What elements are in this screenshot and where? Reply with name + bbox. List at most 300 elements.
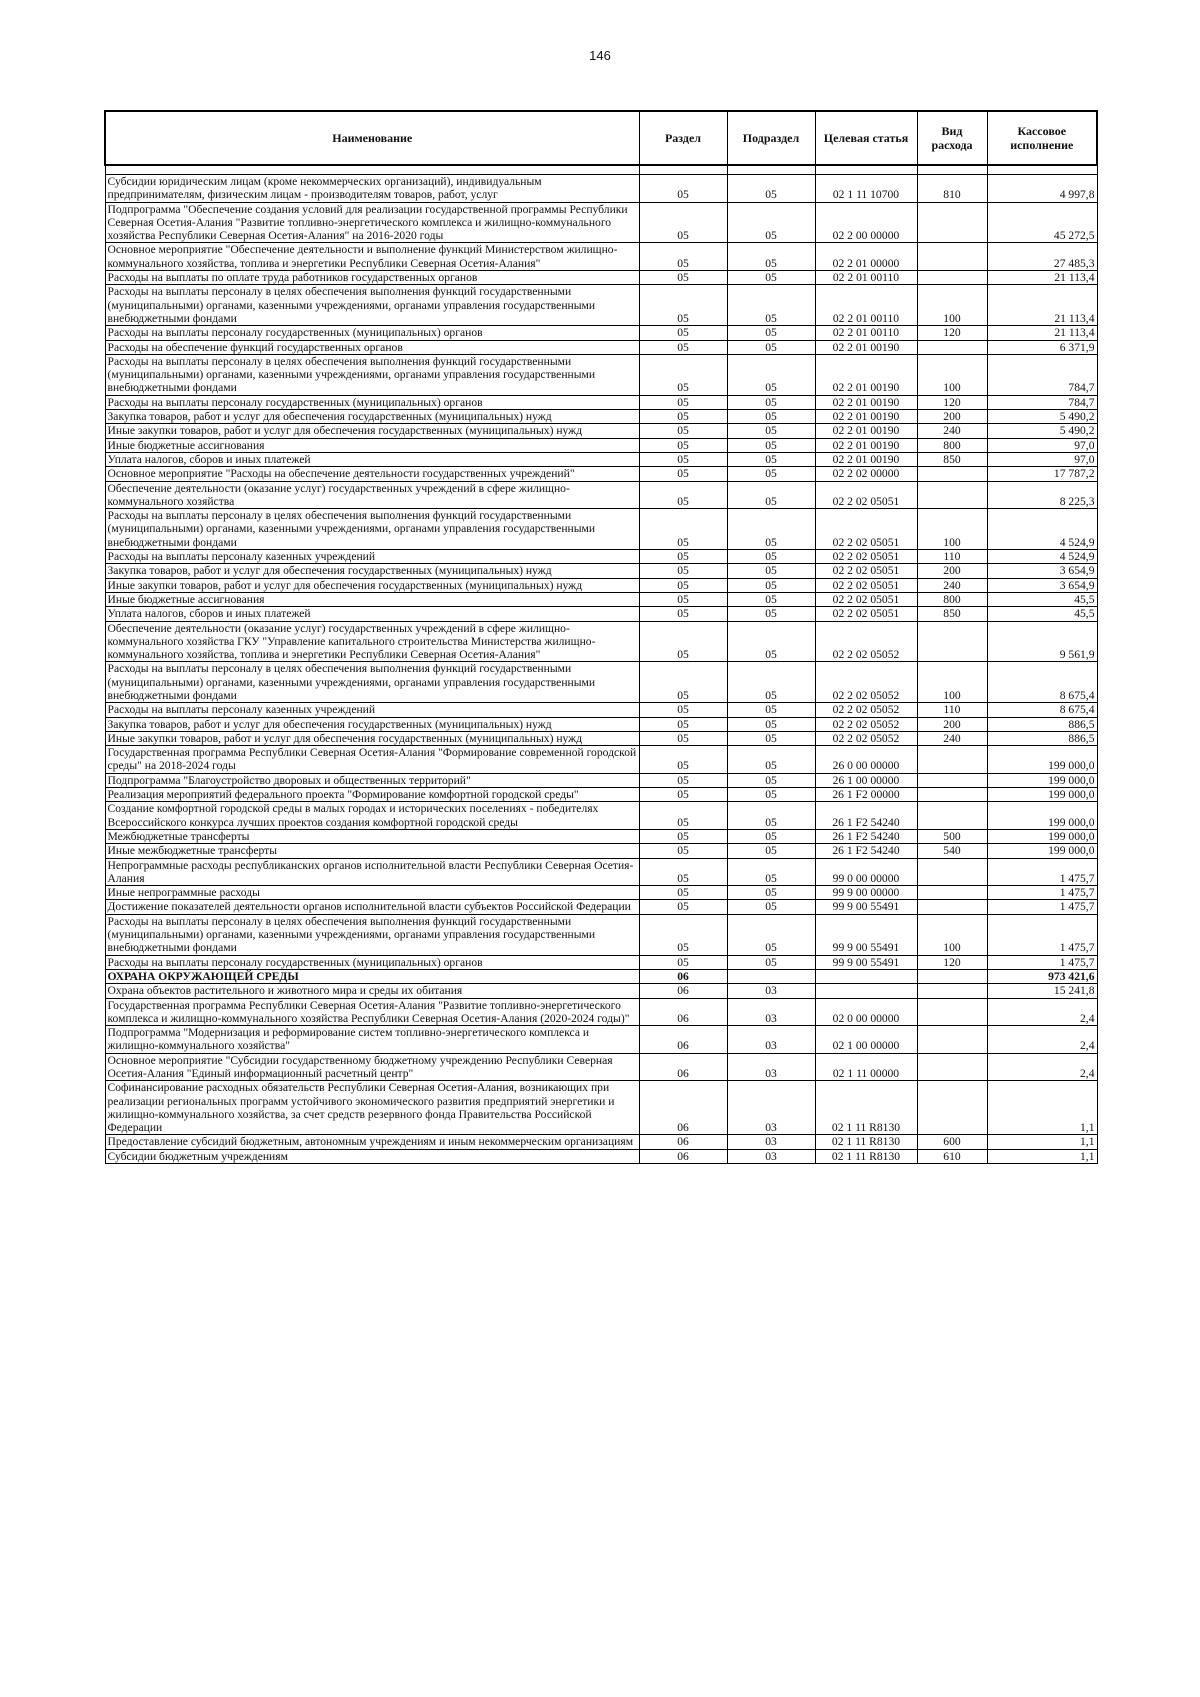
cell-cash-execution: 199 000,0 [987, 802, 1097, 830]
cell-cash-execution: 4 524,9 [987, 550, 1097, 564]
cell-name: Расходы на выплаты персоналу казенных учреждений [105, 703, 639, 717]
cell-subsection: 05 [727, 955, 815, 969]
cell-target-article: 02 2 01 00190 [815, 340, 917, 354]
cell-name: Достижение показателей деятельности органов исполнительной власти субъектов Российской Федерации [105, 900, 639, 914]
cell-subsection: 05 [727, 467, 815, 481]
table-row [105, 1053, 1097, 1081]
table-row [105, 410, 1097, 424]
cell-cash-execution: 1 475,7 [987, 886, 1097, 900]
cell-target-article: 26 1 F2 54240 [815, 829, 917, 843]
cell-subsection: 05 [727, 802, 815, 830]
cell-cash-execution: 784,7 [987, 395, 1097, 409]
cell-cash-execution: 784,7 [987, 354, 1097, 395]
cell-subsection: 03 [727, 984, 815, 998]
cell-cash-execution: 3 654,9 [987, 578, 1097, 592]
cell-target-article: 02 2 01 00110 [815, 285, 917, 326]
table-row [105, 773, 1097, 787]
cell-name: Основное мероприятие "Субсидии государственному бюджетному учреждению Республики Северная Осетия-Алания "Единый информационный расчетный центр" [105, 1053, 639, 1081]
cell-expense-type [917, 1053, 987, 1081]
cell-subsection: 05 [727, 886, 815, 900]
cell-subsection: 05 [727, 788, 815, 802]
cell-expense-type [917, 467, 987, 481]
cell-target-article: 02 2 01 00190 [815, 424, 917, 438]
cell-target-article: 99 9 00 55491 [815, 955, 917, 969]
cell-subsection: 05 [727, 717, 815, 731]
table-row [105, 481, 1097, 509]
cell-expense-type: 850 [917, 452, 987, 466]
cell-cash-execution: 199 000,0 [987, 788, 1097, 802]
spacer-cell [815, 165, 917, 175]
cell-name: Иные закупки товаров, работ и услуг для обеспечения государственных (муниципальных) нужд [105, 424, 639, 438]
cell-expense-type: 120 [917, 395, 987, 409]
cell-name: Реализация мероприятий федерального проекта "Формирование комфортной городской среды" [105, 788, 639, 802]
cell-subsection: 05 [727, 481, 815, 509]
cell-subsection: 05 [727, 607, 815, 621]
cell-subsection: 05 [727, 438, 815, 452]
cell-subsection: 05 [727, 844, 815, 858]
cell-target-article: 02 2 02 05051 [815, 481, 917, 509]
cell-name: Государственная программа Республики Северная Осетия-Алания "Развитие топливно-энергетического комплекса и жилищно-коммунального хозяйства Республики Северная Осетия-Алания (2020-2024 годы)" [105, 998, 639, 1026]
cell-expense-type [917, 481, 987, 509]
cell-expense-type: 200 [917, 410, 987, 424]
table-row [105, 858, 1097, 886]
cell-section: 05 [639, 773, 727, 787]
cell-cash-execution: 1 475,7 [987, 955, 1097, 969]
cell-subsection: 05 [727, 773, 815, 787]
cell-name: Расходы на выплаты персоналу государственных (муниципальных) органов [105, 955, 639, 969]
table-row [105, 175, 1097, 203]
cell-expense-type: 800 [917, 592, 987, 606]
table-row [105, 900, 1097, 914]
cell-subsection: 05 [727, 452, 815, 466]
header-cash-execution: Кассовое исполнение [987, 111, 1097, 165]
table-row [105, 844, 1097, 858]
cell-expense-type [917, 340, 987, 354]
cell-expense-type: 850 [917, 607, 987, 621]
cell-section: 06 [639, 1081, 727, 1135]
cell-section: 05 [639, 285, 727, 326]
cell-name: Непрограммные расходы республиканских органов исполнительной власти Республики Северная Осетия-Алания [105, 858, 639, 886]
cell-section: 05 [639, 717, 727, 731]
cell-target-article: 02 2 02 05051 [815, 564, 917, 578]
cell-cash-execution: 17 787,2 [987, 467, 1097, 481]
cell-expense-type [917, 1026, 987, 1054]
cell-target-article: 02 1 11 10700 [815, 175, 917, 203]
cell-cash-execution: 5 490,2 [987, 424, 1097, 438]
cell-subsection: 03 [727, 1149, 815, 1163]
cell-section: 05 [639, 746, 727, 774]
table-row [105, 788, 1097, 802]
cell-cash-execution: 8 675,4 [987, 662, 1097, 703]
cell-section: 05 [639, 467, 727, 481]
cell-target-article: 02 2 01 00190 [815, 438, 917, 452]
cell-section: 05 [639, 340, 727, 354]
cell-expense-type [917, 984, 987, 998]
cell-name: Создание комфортной городской среды в малых городах и исторических поселениях - победителях Всероссийского конкурса лучших проектов создания комфортной городской среды [105, 802, 639, 830]
cell-target-article: 99 0 00 00000 [815, 858, 917, 886]
cell-cash-execution: 45,5 [987, 592, 1097, 606]
cell-name: Расходы на выплаты по оплате труда работников государственных органов [105, 271, 639, 285]
table-row [105, 509, 1097, 550]
cell-cash-execution: 97,0 [987, 438, 1097, 452]
cell-section: 05 [639, 271, 727, 285]
cell-expense-type: 110 [917, 703, 987, 717]
cell-target-article: 02 1 11 00000 [815, 1053, 917, 1081]
cell-cash-execution: 4 997,8 [987, 175, 1097, 203]
cell-name: Закупка товаров, работ и услуг для обеспечения государственных (муниципальных) нужд [105, 410, 639, 424]
cell-name: Иные бюджетные ассигнования [105, 438, 639, 452]
cell-subsection: 05 [727, 731, 815, 745]
cell-cash-execution: 97,0 [987, 452, 1097, 466]
cell-cash-execution: 973 421,6 [987, 969, 1097, 983]
table-row [105, 969, 1097, 983]
cell-target-article: 02 2 02 05051 [815, 509, 917, 550]
header-subsection: Подраздел [727, 111, 815, 165]
cell-section: 05 [639, 788, 727, 802]
header-target-article: Целевая статья [815, 111, 917, 165]
table-row [105, 578, 1097, 592]
table-row [105, 243, 1097, 271]
table-row [105, 452, 1097, 466]
cell-section: 05 [639, 452, 727, 466]
cell-cash-execution: 21 113,4 [987, 285, 1097, 326]
cell-target-article: 02 2 02 05052 [815, 662, 917, 703]
cell-cash-execution: 886,5 [987, 717, 1097, 731]
cell-expense-type: 100 [917, 354, 987, 395]
cell-name: Субсидии юридическим лицам (кроме некоммерческих организаций), индивидуальным предпринимателям, физическим лицам - производителям товаров, работ, услуг [105, 175, 639, 203]
header-expense-type: Вид расхода [917, 111, 987, 165]
cell-name: Обеспечение деятельности (оказание услуг) государственных учреждений в сфере жилищно-коммунального хозяйства ГКУ "Управление капитального строительства Министерства жилищно-коммунального хозяйства, топлива и энергетики Республики Северная Осетия-Алания" [105, 621, 639, 662]
cell-name: Подпрограмма "Благоустройство дворовых и общественных территорий" [105, 773, 639, 787]
table-row [105, 564, 1097, 578]
table-row [105, 354, 1097, 395]
cell-section: 06 [639, 969, 727, 983]
cell-section: 06 [639, 984, 727, 998]
cell-name: Подпрограмма "Обеспечение создания условий для реализации государственной программы Республики Северная Осетия-Алания "Развитие топливно-энергетического комплекса и жилищно-коммунального хозяйства Республики Северная Осетия-Алания" на 2016-2020 годы [105, 202, 639, 243]
cell-name: Обеспечение деятельности (оказание услуг) государственных учреждений в сфере жилищно-коммунального хозяйства [105, 481, 639, 509]
cell-target-article: 26 0 00 00000 [815, 746, 917, 774]
cell-target-article: 02 2 02 05051 [815, 578, 917, 592]
cell-target-article: 26 1 F2 54240 [815, 844, 917, 858]
cell-cash-execution: 21 113,4 [987, 271, 1097, 285]
cell-expense-type: 120 [917, 326, 987, 340]
cell-name: Охрана объектов растительного и животного мира и среды их обитания [105, 984, 639, 998]
spacer-cell [987, 165, 1097, 175]
cell-section: 06 [639, 1053, 727, 1081]
cell-expense-type: 240 [917, 731, 987, 745]
cell-section: 05 [639, 886, 727, 900]
cell-target-article: 02 2 02 05052 [815, 621, 917, 662]
cell-name: Основное мероприятие "Расходы на обеспечение деятельности государственных учреждений" [105, 467, 639, 481]
cell-target-article: 26 1 F2 00000 [815, 788, 917, 802]
cell-name: Основное мероприятие "Обеспечение деятельности и выполнение функций Министерством жилищно-коммунального хозяйства, топлива и энергетики Республики Северная Осетия-Алания" [105, 243, 639, 271]
cell-section: 05 [639, 900, 727, 914]
table-row [105, 607, 1097, 621]
table-row [105, 550, 1097, 564]
page-number: 146 [589, 48, 611, 63]
cell-expense-type [917, 243, 987, 271]
cell-cash-execution: 2,4 [987, 1053, 1097, 1081]
spacer-cell [639, 165, 727, 175]
cell-cash-execution: 1,1 [987, 1135, 1097, 1149]
cell-name: Межбюджетные трансферты [105, 829, 639, 843]
cell-subsection: 03 [727, 1135, 815, 1149]
cell-name: Уплата налогов, сборов и иных платежей [105, 452, 639, 466]
cell-section: 05 [639, 621, 727, 662]
cell-subsection: 05 [727, 271, 815, 285]
table-row [105, 1026, 1097, 1054]
table-row [105, 886, 1097, 900]
cell-subsection: 03 [727, 1081, 815, 1135]
cell-section: 05 [639, 481, 727, 509]
cell-section: 06 [639, 1026, 727, 1054]
cell-subsection: 05 [727, 410, 815, 424]
cell-expense-type [917, 621, 987, 662]
cell-expense-type [917, 1081, 987, 1135]
table-row [105, 914, 1097, 955]
cell-section: 05 [639, 438, 727, 452]
cell-section: 05 [639, 662, 727, 703]
cell-cash-execution: 6 371,9 [987, 340, 1097, 354]
cell-cash-execution: 199 000,0 [987, 844, 1097, 858]
cell-expense-type: 110 [917, 550, 987, 564]
cell-subsection: 05 [727, 621, 815, 662]
cell-section: 05 [639, 829, 727, 843]
cell-name: Расходы на выплаты персоналу государственных (муниципальных) органов [105, 395, 639, 409]
cell-cash-execution: 1,1 [987, 1149, 1097, 1163]
cell-cash-execution: 4 524,9 [987, 509, 1097, 550]
cell-target-article: 02 2 01 00190 [815, 452, 917, 466]
table-row [105, 467, 1097, 481]
table-row [105, 340, 1097, 354]
cell-target-article [815, 984, 917, 998]
cell-section: 05 [639, 802, 727, 830]
cell-cash-execution: 199 000,0 [987, 829, 1097, 843]
cell-name: Иные бюджетные ассигнования [105, 592, 639, 606]
cell-target-article: 02 2 02 05052 [815, 717, 917, 731]
cell-cash-execution: 199 000,0 [987, 746, 1097, 774]
cell-expense-type: 100 [917, 285, 987, 326]
table-row [105, 731, 1097, 745]
cell-subsection: 05 [727, 858, 815, 886]
cell-target-article: 02 2 00 00000 [815, 202, 917, 243]
cell-name: Расходы на обеспечение функций государственных органов [105, 340, 639, 354]
cell-section: 05 [639, 955, 727, 969]
table-row [105, 802, 1097, 830]
cell-subsection: 05 [727, 829, 815, 843]
cell-expense-type [917, 969, 987, 983]
cell-name: Расходы на выплаты персоналу в целях обеспечения выполнения функций государственными (муниципальными) органами, казенными учреждениями, органами управления государственными внебюджетными фондами [105, 509, 639, 550]
cell-target-article: 99 9 00 00000 [815, 886, 917, 900]
cell-cash-execution: 1 475,7 [987, 900, 1097, 914]
table-row [105, 1135, 1097, 1149]
cell-expense-type [917, 858, 987, 886]
cell-subsection: 05 [727, 592, 815, 606]
cell-section: 05 [639, 550, 727, 564]
cell-target-article: 02 2 01 00110 [815, 326, 917, 340]
table-row [105, 1081, 1097, 1135]
cell-expense-type [917, 998, 987, 1026]
spacer-cell [105, 165, 639, 175]
cell-target-article: 02 2 02 05051 [815, 607, 917, 621]
cell-cash-execution: 21 113,4 [987, 326, 1097, 340]
cell-subsection: 05 [727, 285, 815, 326]
cell-target-article: 02 1 11 R8130 [815, 1149, 917, 1163]
cell-target-article: 02 2 01 00110 [815, 271, 917, 285]
cell-subsection: 03 [727, 1026, 815, 1054]
cell-target-article: 26 1 00 00000 [815, 773, 917, 787]
cell-name: Предоставление субсидий бюджетным, автономным учреждениям и иным некоммерческим организациям [105, 1135, 639, 1149]
cell-subsection: 05 [727, 703, 815, 717]
cell-subsection: 05 [727, 509, 815, 550]
cell-subsection: 05 [727, 900, 815, 914]
cell-expense-type: 240 [917, 578, 987, 592]
header-spacer-row [105, 165, 1097, 175]
cell-expense-type [917, 271, 987, 285]
cell-target-article: 99 9 00 55491 [815, 900, 917, 914]
table-row [105, 438, 1097, 452]
cell-section: 05 [639, 731, 727, 745]
table-row [105, 326, 1097, 340]
cell-section: 05 [639, 564, 727, 578]
cell-section: 05 [639, 354, 727, 395]
cell-cash-execution: 5 490,2 [987, 410, 1097, 424]
cell-subsection: 05 [727, 662, 815, 703]
cell-target-article: 02 2 01 00190 [815, 395, 917, 409]
cell-section: 05 [639, 858, 727, 886]
cell-name: Иные межбюджетные трансферты [105, 844, 639, 858]
table-row [105, 746, 1097, 774]
cell-name: ОХРАНА ОКРУЖАЮЩЕЙ СРЕДЫ [105, 969, 639, 983]
cell-cash-execution: 45 272,5 [987, 202, 1097, 243]
cell-expense-type: 100 [917, 509, 987, 550]
cell-cash-execution: 199 000,0 [987, 773, 1097, 787]
cell-expense-type: 240 [917, 424, 987, 438]
cell-subsection: 05 [727, 914, 815, 955]
cell-target-article: 02 1 11 R8130 [815, 1081, 917, 1135]
table-row [105, 202, 1097, 243]
cell-name: Расходы на выплаты персоналу в целях обеспечения выполнения функций государственными (муниципальными) органами, казенными учреждениями, органами управления государственными внебюджетными фондами [105, 662, 639, 703]
cell-cash-execution: 886,5 [987, 731, 1097, 745]
cell-target-article: 02 2 02 05052 [815, 731, 917, 745]
cell-name: Закупка товаров, работ и услуг для обеспечения государственных (муниципальных) нужд [105, 564, 639, 578]
cell-name: Субсидии бюджетным учреждениям [105, 1149, 639, 1163]
cell-expense-type: 120 [917, 955, 987, 969]
cell-expense-type: 600 [917, 1135, 987, 1149]
table-row [105, 984, 1097, 998]
header-name: Наименование [105, 111, 639, 165]
cell-name: Расходы на выплаты персоналу в целях обеспечения выполнения функций государственными (муниципальными) органами, казенными учреждениями, органами управления государственными внебюджетными фондами [105, 354, 639, 395]
cell-section: 06 [639, 1135, 727, 1149]
cell-subsection: 05 [727, 550, 815, 564]
cell-cash-execution: 2,4 [987, 998, 1097, 1026]
cell-expense-type [917, 746, 987, 774]
table-row [105, 424, 1097, 438]
cell-target-article: 02 2 02 05051 [815, 592, 917, 606]
cell-name: Расходы на выплаты персоналу государственных (муниципальных) органов [105, 326, 639, 340]
cell-expense-type [917, 802, 987, 830]
cell-subsection: 05 [727, 175, 815, 203]
header-section: Раздел [639, 111, 727, 165]
cell-subsection: 05 [727, 326, 815, 340]
cell-expense-type: 200 [917, 717, 987, 731]
cell-target-article: 02 2 01 00190 [815, 410, 917, 424]
spacer-cell [727, 165, 815, 175]
cell-target-article: 02 1 11 R8130 [815, 1135, 917, 1149]
cell-section: 05 [639, 914, 727, 955]
cell-expense-type: 540 [917, 844, 987, 858]
cell-section: 06 [639, 998, 727, 1026]
cell-expense-type: 610 [917, 1149, 987, 1163]
table-row [105, 271, 1097, 285]
cell-section: 05 [639, 509, 727, 550]
cell-name: Иные закупки товаров, работ и услуг для обеспечения государственных (муниципальных) нужд [105, 578, 639, 592]
cell-cash-execution: 15 241,8 [987, 984, 1097, 998]
cell-expense-type: 100 [917, 662, 987, 703]
cell-section: 05 [639, 395, 727, 409]
cell-section: 05 [639, 424, 727, 438]
cell-section: 05 [639, 703, 727, 717]
cell-target-article: 02 2 02 00000 [815, 467, 917, 481]
cell-section: 05 [639, 592, 727, 606]
cell-section: 05 [639, 175, 727, 203]
table-row [105, 717, 1097, 731]
cell-cash-execution: 8 675,4 [987, 703, 1097, 717]
spacer-cell [917, 165, 987, 175]
cell-cash-execution: 27 485,3 [987, 243, 1097, 271]
cell-expense-type: 500 [917, 829, 987, 843]
cell-section: 05 [639, 202, 727, 243]
cell-target-article: 02 2 01 00190 [815, 354, 917, 395]
cell-target-article: 02 2 02 05052 [815, 703, 917, 717]
table-row [105, 621, 1097, 662]
cell-cash-execution: 1 475,7 [987, 858, 1097, 886]
cell-name: Иные закупки товаров, работ и услуг для обеспечения государственных (муниципальных) нужд [105, 731, 639, 745]
cell-cash-execution: 1,1 [987, 1081, 1097, 1135]
cell-section: 05 [639, 243, 727, 271]
table-row [105, 829, 1097, 843]
cell-section: 05 [639, 844, 727, 858]
cell-name: Расходы на выплаты персоналу казенных учреждений [105, 550, 639, 564]
cell-subsection: 05 [727, 243, 815, 271]
cell-target-article: 02 0 00 00000 [815, 998, 917, 1026]
table-header-row [105, 111, 1097, 165]
cell-target-article: 02 2 01 00000 [815, 243, 917, 271]
cell-section: 05 [639, 578, 727, 592]
cell-cash-execution: 8 225,3 [987, 481, 1097, 509]
cell-name: Подпрограмма "Модернизация и реформирование систем топливно-энергетического комплекса и жилищно-коммунального хозяйства" [105, 1026, 639, 1054]
cell-expense-type: 100 [917, 914, 987, 955]
cell-name: Софинансирование расходных обязательств Республики Северная Осетия-Алания, возникающих при реализации региональных программ устойчивого экономического развития предприятий энергетики и жилищно-коммунального хозяйства, за счет средств резервного фонда Правительства Российской Федерации [105, 1081, 639, 1135]
cell-subsection: 05 [727, 578, 815, 592]
cell-subsection: 05 [727, 354, 815, 395]
cell-name: Закупка товаров, работ и услуг для обеспечения государственных (муниципальных) нужд [105, 717, 639, 731]
cell-section: 06 [639, 1149, 727, 1163]
cell-name: Расходы на выплаты персоналу в целях обеспечения выполнения функций государственными (муниципальными) органами, казенными учреждениями, органами управления государственными внебюджетными фондами [105, 914, 639, 955]
cell-expense-type [917, 773, 987, 787]
table-row [105, 703, 1097, 717]
cell-cash-execution: 1 475,7 [987, 914, 1097, 955]
table-row [105, 998, 1097, 1026]
table-body [105, 175, 1097, 1164]
cell-expense-type: 800 [917, 438, 987, 452]
table-row [105, 1149, 1097, 1163]
cell-expense-type [917, 202, 987, 243]
cell-section: 05 [639, 410, 727, 424]
cell-subsection: 05 [727, 340, 815, 354]
cell-name: Уплата налогов, сборов и иных платежей [105, 607, 639, 621]
cell-cash-execution: 2,4 [987, 1026, 1097, 1054]
